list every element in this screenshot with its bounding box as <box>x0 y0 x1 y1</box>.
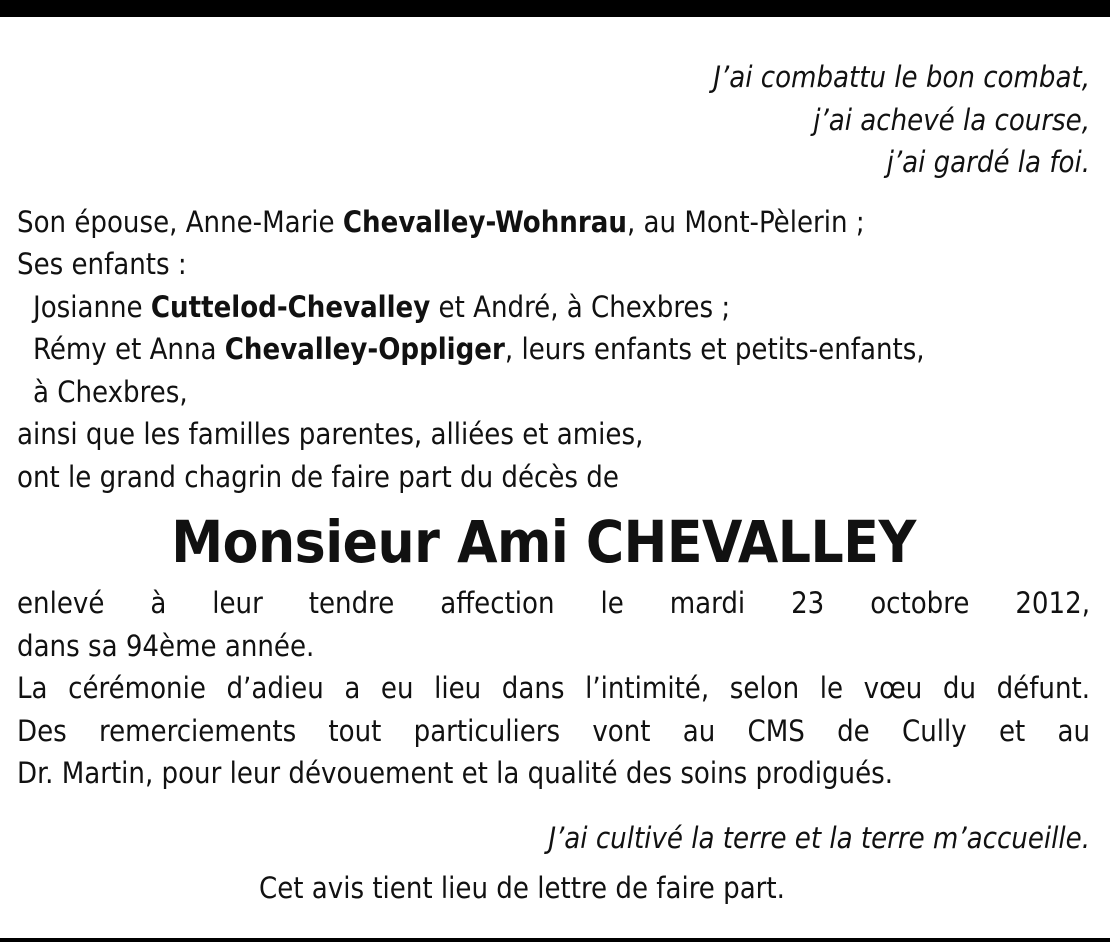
child-line <box>17 328 1090 371</box>
child-line <box>17 286 1090 329</box>
child1-suffix: et André, à Chexbres ; <box>430 289 731 324</box>
children-intro: Ses enfants : <box>17 247 187 281</box>
child2-suffix: , leurs enfants et petits-enfants, <box>504 332 925 366</box>
epigraph-line: j’ai gardé la foi. <box>886 145 1090 179</box>
top-border-rule <box>0 0 1110 17</box>
child2-surname: Chevalley-Oppliger <box>224 332 505 366</box>
footer-note: Cet avis tient lieu de lettre de faire part. <box>259 871 785 905</box>
child1-surname: Cuttelod-Chevalley <box>150 289 431 324</box>
relatives-line: ainsi que les familles parentes, alliées et amies, <box>17 417 644 451</box>
child-line-continuation: à Chexbres, <box>33 374 188 409</box>
child1-prefix: Josianne <box>33 289 151 324</box>
spouse-prefix: Son épouse, Anne-Marie <box>17 204 343 239</box>
closing-quote: J’ai cultivé la terre et la terre m’accueille. <box>548 820 1090 855</box>
notice-body <box>17 582 1090 795</box>
deceased-name: Monsieur Ami CHEVALLEY <box>171 508 916 576</box>
body-line: La cérémonie d’adieu a eu lieu dans l’intimité, selon le vœu du défunt. <box>17 671 1090 705</box>
body-line: Des remerciements tout particuliers vont au CMS de Cully et au <box>17 713 1090 748</box>
family-announcement <box>17 201 1090 499</box>
obituary-notice <box>17 56 1090 910</box>
spouse-surname: Chevalley-Wohnrau <box>342 204 627 239</box>
epigraph-quote <box>17 56 1090 184</box>
announcement-line: ont le grand chagrin de faire part du décès de <box>17 459 619 494</box>
bottom-border-rule <box>0 938 1110 942</box>
body-line: dans sa 94ème année. <box>17 628 315 663</box>
spouse-line <box>17 201 1090 244</box>
body-line: enlevé à leur tendre affection le mardi 23 octobre 2012, <box>17 586 1090 620</box>
spouse-suffix: , au Mont-Pèlerin ; <box>626 204 865 239</box>
epigraph-line: J’ai combattu le bon combat, <box>713 60 1090 94</box>
child2-prefix: Rémy et Anna <box>33 332 225 366</box>
epigraph-line: j’ai achevé la course, <box>813 102 1090 137</box>
body-line: Dr. Martin, pour leur dévouement et la qualité des soins prodigués. <box>17 756 894 790</box>
